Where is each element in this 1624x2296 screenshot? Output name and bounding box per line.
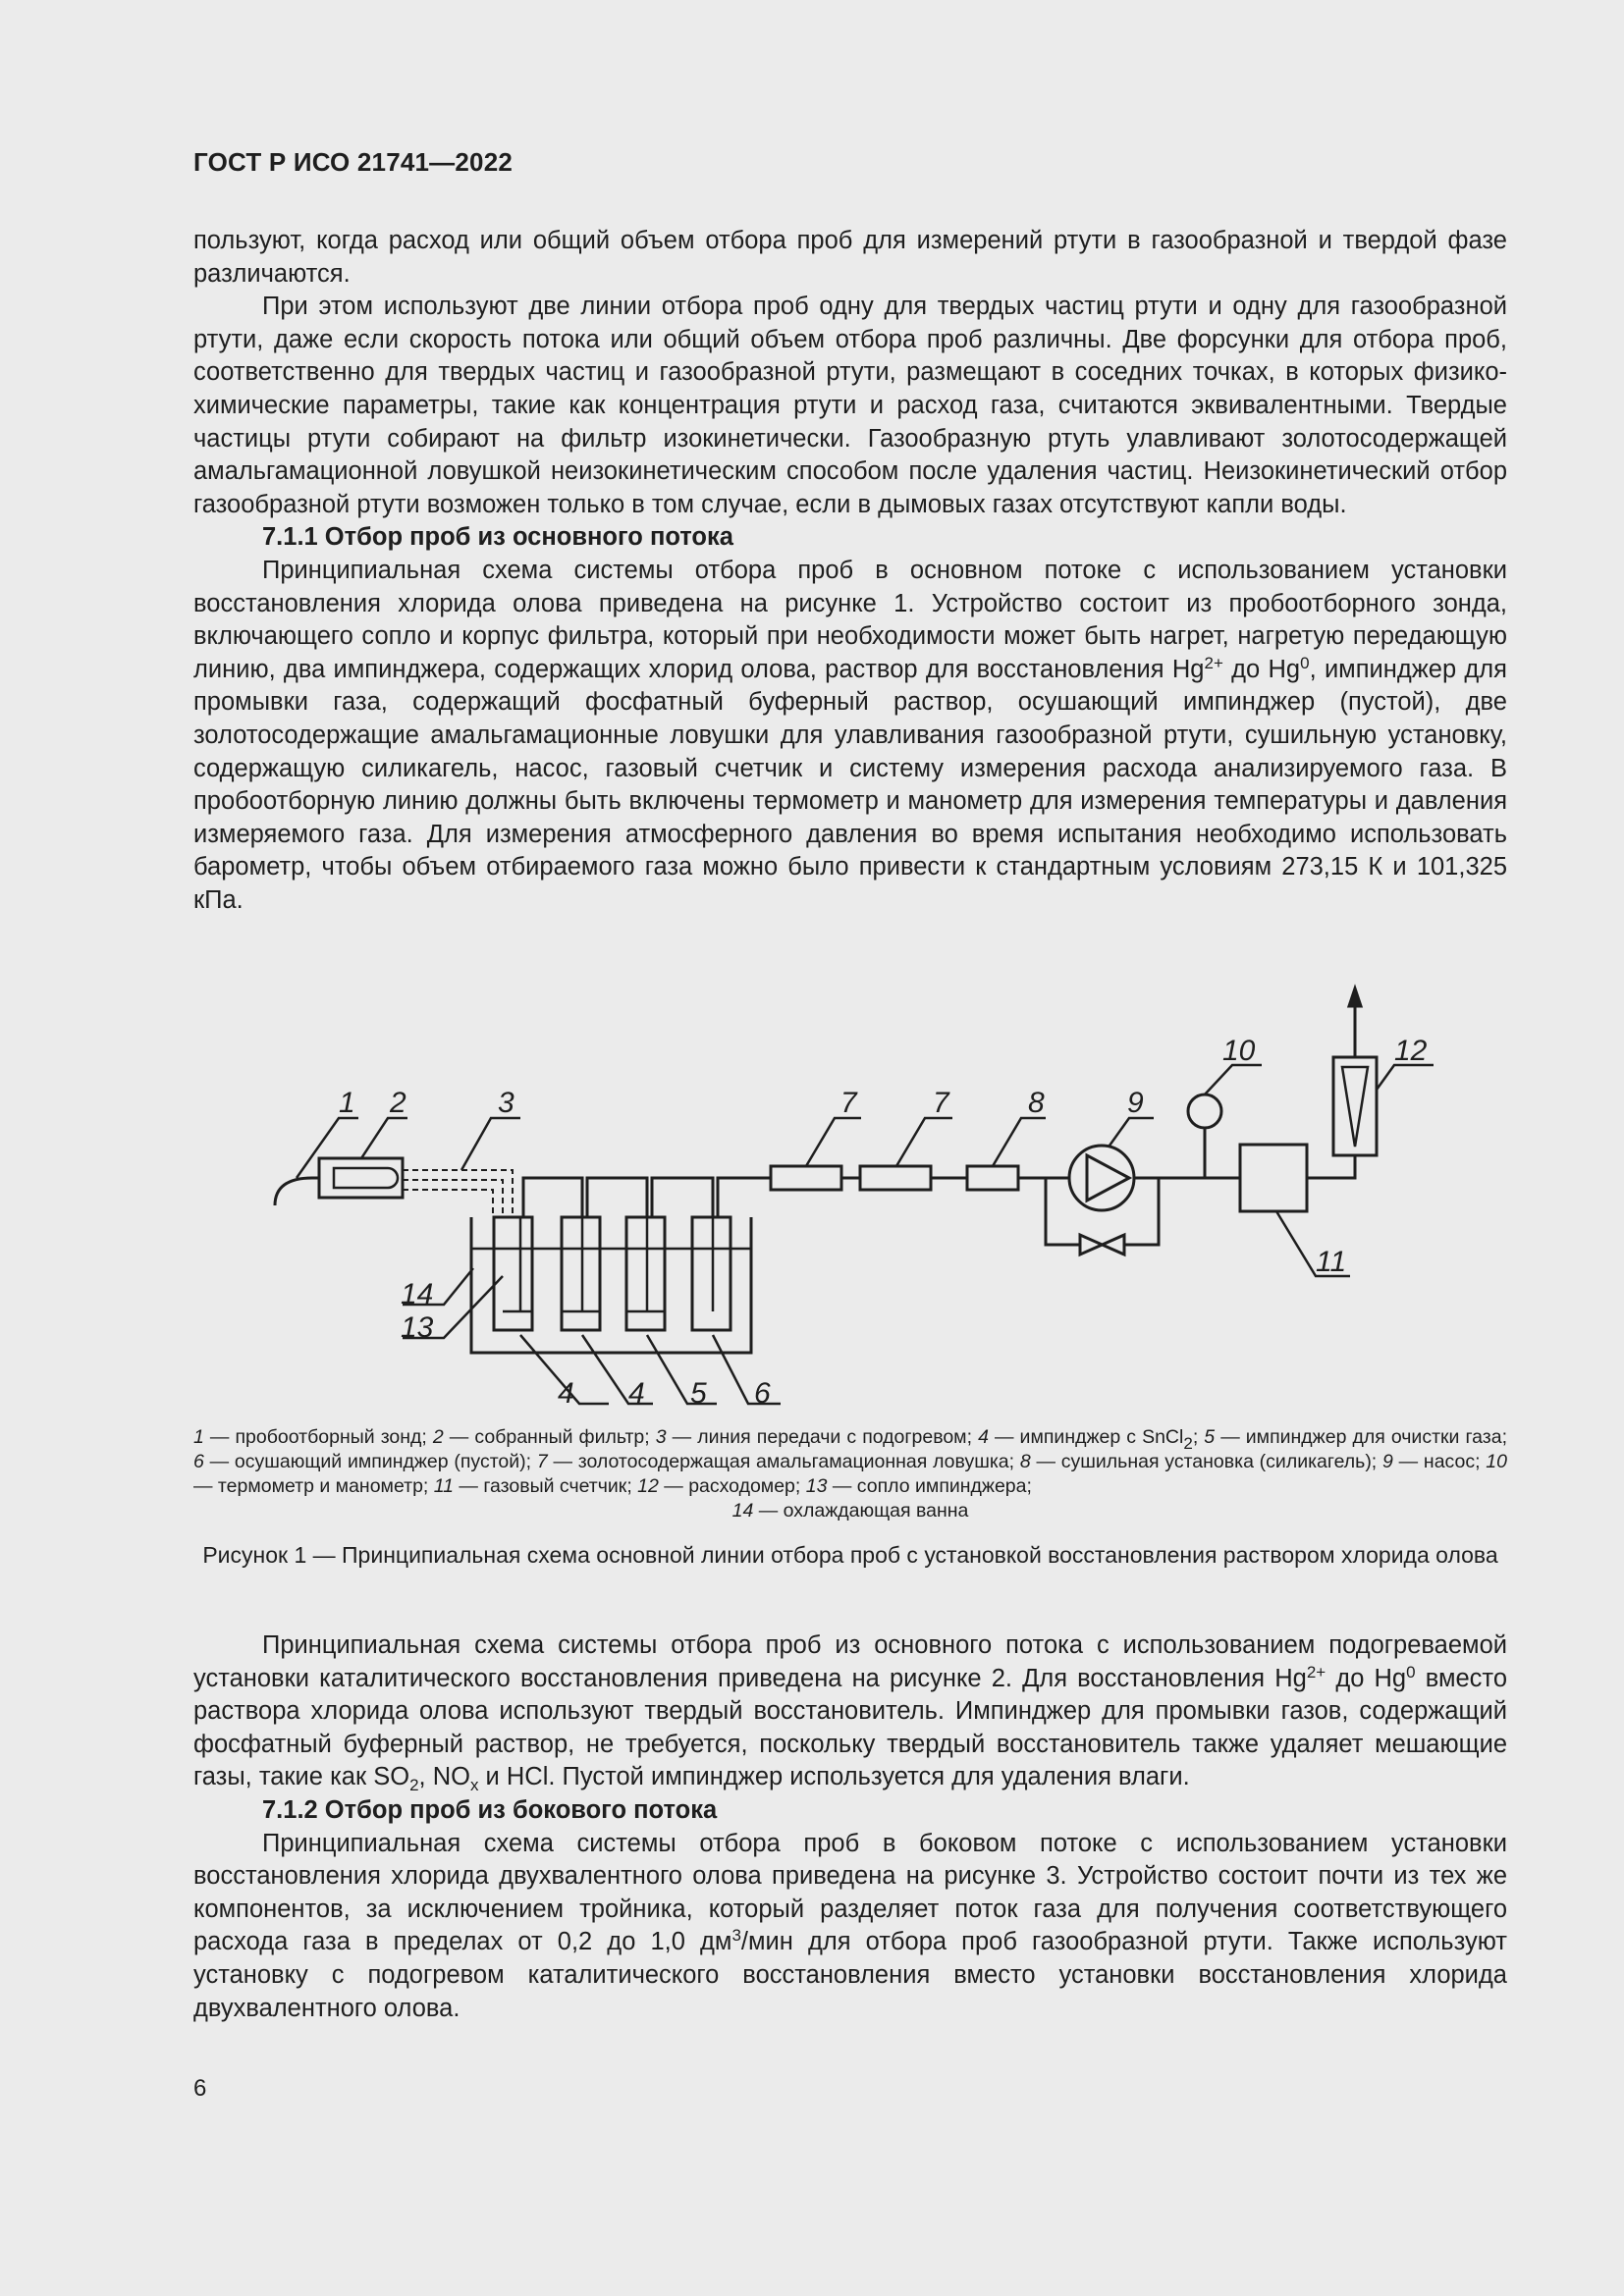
gold-trap-2 <box>860 1166 931 1190</box>
paragraph-1: пользуют, когда расход или общий объем отбора проб для измерений ртути в газообразной и твердой фазе различаются. <box>193 227 1507 288</box>
paragraph-2: При этом используют две линии отбора проб одну для твердых частиц ртути и одну для газообразной ртути, даже если скорость потока или общий объем отбора проб различны. Две форсунки для отбора проб, соответственно для твердых частиц и газообразной ртути, размещают в соседних точках, в которых физико-химические параметры, такие как концентрация ртути и расход газа, считаются эквивалентными. Твердые частицы ртути собирают на фильтр изокинетически. Газообразную ртуть улавливают золотосодержащей амальгамационной ловушкой неизокинетическим способом после удаления частиц. Неизокинетический отбор газообразной ртути возможен только в том случае, если в дымовых газах отсутствуют капли воды. <box>193 293 1507 518</box>
heated-transfer-line <box>403 1170 513 1217</box>
body-text-top <box>193 225 1507 917</box>
label-4b: 4 <box>628 1377 645 1410</box>
impinger-connections <box>523 1178 771 1217</box>
document-header: ГОСТ Р ИСО 21741—2022 <box>193 147 514 177</box>
heading-7-1-2: 7.1.2 Отбор проб из бокового потока <box>262 1795 718 1824</box>
label-7b: 7 <box>933 1087 949 1119</box>
figure-legend: 1 — пробоотборный зонд; 2 — собранный фильтр; 3 — линия передачи с подогревом; 4 — импинджер с SnCl$_2$; 5 — импинджер для очистки газа; 6 — осушающий импинджер (пустой); 7 — золотосодержащая амальгамационная ловушка; 8 — сушильная установка (силикагель); 9 — насос; 10 — термометр и манометр; 11 — газовый счетчик; 12 — расходомер; 13 — сопло импинджера; 14 — охлаждающая ванна <box>193 1426 1508 1522</box>
body-text-bottom <box>193 1629 1507 2025</box>
paragraph-4: Принципиальная схема системы отбора проб из основного потока с использованием подогреваемой установки каталитического восстановления приведена на рисунке 2. Для восстановления $Hg^{2+}$ до Hg$^0$ вместо раствора хлорида олова используют твердый восстановитель. Импинджер для промывки газов, содержащий фосфатный буферный раствор, не требуется, поскольку твердый восстановитель также удаляет мешающие газы, такие как $SO_2$, $NO_x$ и HCl. Пустой импинджер используется для удаления влаги. <box>193 1631 1508 1795</box>
label-9: 9 <box>1127 1087 1144 1119</box>
paragraph-5: Принципиальная схема системы отбора проб в боковом потоке с использованием установки восстановления хлорида двухвалентного олова приведена на рисунке 3. Устройство состоит почти из тех же компонентов, за исключением тройника, который разделяет поток газа для получения соответствующего расхода газа в пределах от 0,2 до 1,0 $дм^3$/мин для отбора проб газообразной ртути. Также используют установку с подогревом каталитического восстановления вместо установки восстановления хлорида двухвалентного олова. <box>193 1829 1507 2022</box>
paragraph-3: Принципиальная схема системы отбора проб в основном потоке с использованием установки восстановления хлорида олова приведена на рисунке 1. Устройство состоит из пробоотборного зонда, включающего сопло и корпус фильтра, который при необходимости может быть нагрет, нагретую передающую линию, два импинджера, содержащих хлорид олова, раствор для восстановления $Hg^{2+}$ до Hg$^0$, импинджер для промывки газа, содержащий фосфатный буферный раствор, осушающий импинджер (пустой), две золотосодержащие амальгамационные ловушки для улавливания газообразной ртути, сушильную установку, содержащую силикагель, насос, газовый счетчик и систему измерения расхода анализируемого газа. В пробоотборную линию должны быть включены термометр и манометр для измерения температуры и давления измеряемого газа. Для измерения атмосферного давления во время испытания необходимо использовать барометр, чтобы объем отбираемого газа можно было привести к стандартным условиям 273,15 К и 101,325 кПа. <box>193 556 1507 914</box>
label-4a: 4 <box>558 1377 574 1410</box>
sampling-train-diagram <box>0 982 1624 1423</box>
leader-lines <box>297 1065 1434 1404</box>
label-7a: 7 <box>840 1087 857 1119</box>
impinger-4 <box>692 1217 731 1330</box>
label-1: 1 <box>339 1087 355 1119</box>
label-2: 2 <box>390 1087 406 1119</box>
label-3: 3 <box>498 1087 514 1119</box>
label-11: 11 <box>1316 1246 1347 1278</box>
impinger-2 <box>562 1217 600 1330</box>
impinger-nozzles <box>503 1217 713 1311</box>
label-10: 10 <box>1222 1035 1256 1067</box>
impinger-1 <box>494 1217 532 1330</box>
page-number: 6 <box>193 2075 207 2102</box>
cooling-bath <box>471 1217 751 1353</box>
filter-housing <box>319 1158 403 1198</box>
filter-element <box>334 1168 398 1188</box>
bypass-valve <box>1080 1235 1124 1255</box>
thermometer-manometer <box>1188 1095 1221 1128</box>
label-8: 8 <box>1028 1087 1045 1119</box>
label-14: 14 <box>401 1278 434 1310</box>
gold-trap-1 <box>771 1166 841 1190</box>
figure-caption: Рисунок 1 — Принципиальная схема основной линии отбора проб с установкой восстановления раствором хлорида олова <box>202 1542 1498 1568</box>
probe-nozzle <box>275 1178 319 1205</box>
exhaust-arrow <box>1349 988 1361 1006</box>
label-13: 13 <box>401 1311 434 1344</box>
label-6: 6 <box>754 1377 771 1410</box>
gas-meter <box>1240 1145 1307 1211</box>
label-5: 5 <box>690 1377 707 1410</box>
drying-unit <box>967 1166 1018 1190</box>
pump <box>1069 1146 1134 1210</box>
label-12: 12 <box>1394 1035 1428 1067</box>
heading-7-1-1: 7.1.1 Отбор проб из основного потока <box>262 523 733 552</box>
impinger-3 <box>626 1217 665 1330</box>
